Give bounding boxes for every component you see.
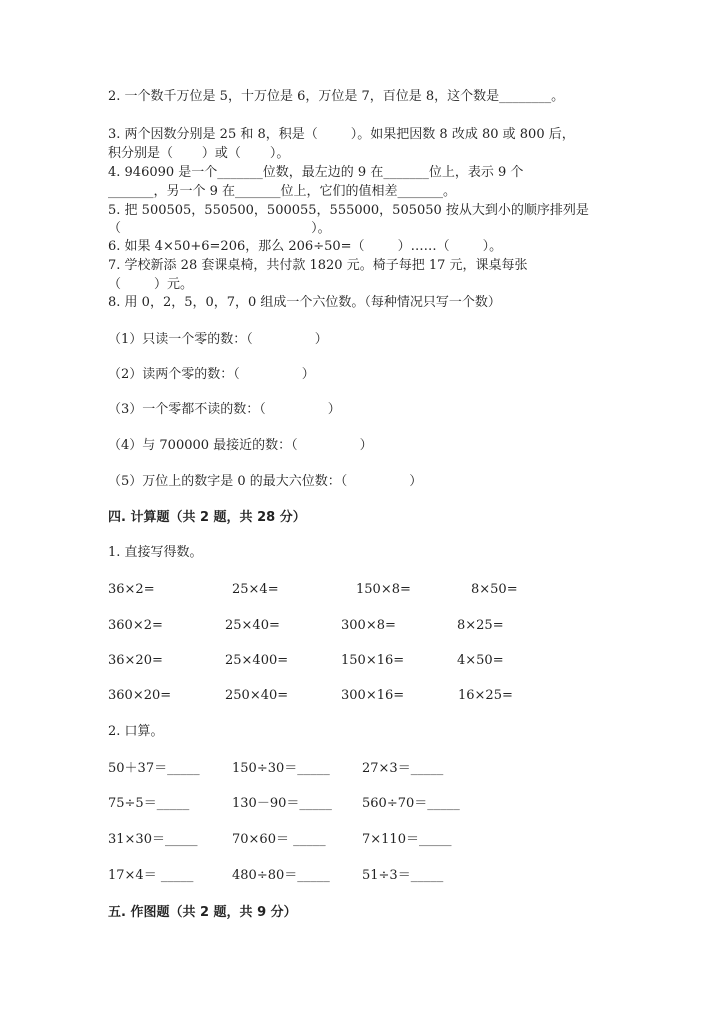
question-8-sub-5: （5）万位上的数字是 0 的最大六位数：（ ） (108, 474, 423, 489)
calc-item: 360×2= (108, 618, 163, 633)
section-5-heading: 五. 作图题（共 2 题，共 9 分） (108, 905, 297, 920)
question-8-sub-1: （1）只读一个零的数：（ ） (108, 332, 328, 347)
oral-item: 75÷5＝_____ (108, 796, 190, 811)
calc-item: 16×25= (458, 688, 513, 703)
calc-item: 360×20= (108, 688, 172, 703)
question-5-line1: 5. 把 500505，550500，500055，555000，505050 按从大到小的顺序排列是 (108, 203, 589, 218)
section-4-heading: 四. 计算题（共 2 题，共 28 分） (108, 510, 306, 525)
oral-item: 31×30＝_____ (108, 832, 198, 847)
calc-item: 150×16= (341, 653, 405, 668)
oral-item: 70×60＝ _____ (232, 832, 326, 847)
question-8-sub-3: （3）一个零都不读的数：（ ） (108, 402, 341, 417)
oral-item: 17×4＝ _____ (108, 868, 194, 883)
question-3-line1: 3. 两个因数分别是 25 和 8，积是（ ）。如果把因数 8 改成 80 或 800 后， (108, 127, 575, 142)
part-2-title: 2. 口算。 (108, 724, 164, 739)
question-6: 6. 如果 4×50+6=206，那么 206÷50=（ ）……（ ）。 (108, 239, 503, 254)
question-2: 2. 一个数千万位是 5，十万位是 6，万位是 7，百位是 8，这个数是________。 (108, 89, 565, 104)
calc-item: 25×40= (225, 618, 280, 633)
oral-item: 50＋37＝_____ (108, 761, 200, 776)
question-4-line2: _______，另一个 9 在_______位上，它们的值相差_______。 (108, 184, 457, 199)
calc-item: 36×2= (108, 582, 155, 597)
calc-item: 300×8= (341, 618, 396, 633)
question-7-line1: 7. 学校新添 28 套课桌椅，共付款 1820 元。椅子每把 17 元，课桌每张 (108, 258, 528, 273)
question-8: 8. 用 0，2，5，0，7，0 组成一个六位数。（每种情况只写一个数） (108, 295, 501, 310)
oral-item: 480÷80＝_____ (232, 868, 330, 883)
oral-item: 560÷70＝_____ (362, 796, 460, 811)
calc-item: 8×50= (471, 582, 518, 597)
question-8-sub-4: （4）与 700000 最接近的数：（ ） (108, 438, 373, 453)
calc-item: 8×25= (457, 618, 504, 633)
calc-item: 250×40= (225, 688, 289, 703)
question-3-line2: 积分别是（ ）或（ ）。 (108, 146, 290, 161)
part-1-title: 1. 直接写得数。 (108, 545, 203, 560)
question-8-sub-2: （2）读两个零的数：（ ） (108, 367, 315, 382)
oral-item: 130－90＝_____ (232, 796, 332, 811)
question-4-line1: 4. 946090 是一个_______位数，最左边的 9 在_______位上，表示 9 个 (108, 165, 524, 180)
calc-item: 36×20= (108, 653, 163, 668)
calc-item: 25×400= (225, 653, 289, 668)
question-5-line2: （ ）。 (108, 221, 331, 236)
oral-item: 51÷3＝_____ (362, 868, 444, 883)
question-7-line2: （ ）元。 (108, 277, 194, 292)
oral-item: 7×110＝_____ (362, 832, 452, 847)
calc-item: 300×16= (341, 688, 405, 703)
calc-item: 25×4= (232, 582, 279, 597)
calc-item: 4×50= (457, 653, 504, 668)
calc-item: 150×8= (356, 582, 411, 597)
oral-item: 150÷30＝_____ (232, 761, 330, 776)
oral-item: 27×3＝_____ (362, 761, 444, 776)
